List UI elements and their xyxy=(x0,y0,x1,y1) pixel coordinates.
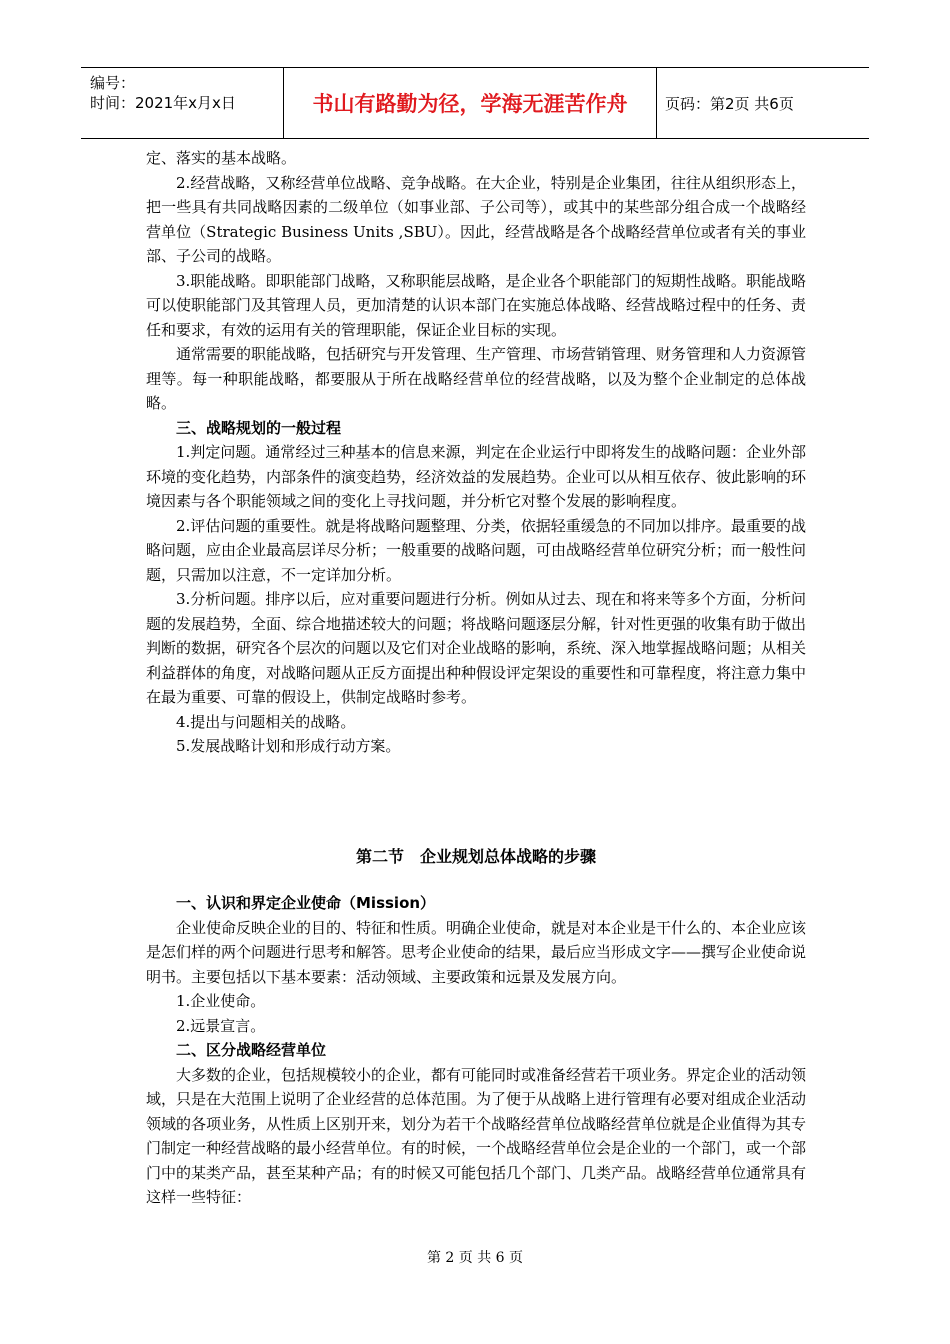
paragraph: 1.判定问题。通常经过三种基本的信息来源，判定在企业运行中即将发生的战略问题：企业外部环境的变化趋势，内部条件的演变趋势，经济效益的发展趋势。企业可以从相互依存、彼此影响的环境因素与各个职能领域之间的变化上寻找问题，并分析它对整个发展的影响程度。 xyxy=(146,443,807,510)
paragraph: 定、落实的基本战略。 xyxy=(146,149,297,167)
page-body-bottom xyxy=(146,891,806,1210)
list-item: 1.企业使命。 xyxy=(176,992,266,1010)
paragraph: 大多数的企业，包括规模较小的企业，都有可能同时或准备经营若干项业务。界定企业的活动领域，只是在大范围上说明了企业经营的总体范围。为了便于从战略上进行管理有必要对组成企业活动领域的各项业务，从性质上区别开来，划分为若干个战略经营单位战略经营单位就是企业值得为其专门制定一种经营战略的最小经营单位。有的时候，一个战略经营单位会是企业的一个部门，或一个部门中的某类产品，甚至某种产品；有的时候又可能包括几个部门、几类产品。战略经营单位通常具有这样一些特征： xyxy=(146,1065,807,1206)
paragraph: 2.评估问题的重要性。就是将战略问题整理、分类，依据轻重缓急的不同加以排序。最重要的战略问题，应由企业最高层详尽分析；一般重要的战略问题，可由战略经营单位研究分析；而一般性问题，只需加以注意，不一定详加分析。 xyxy=(146,516,807,584)
paragraph: 3.分析问题。排序以后，应对重要问题进行分析。例如从过去、现在和将来等多个方面，分析问题的发展趋势，全面、综合地描述较大的问题；将战略问题逐层分解，针对性更强的收集有助于做出判断的数据，研究各个层次的问题以及它们对企业战略的影响，系统、深入地掌握战略问题；从相关利益群体的角度，对战略问题从正反方面提出种种假设评定架设的重要性和可靠程度，将注意力集中在最为重要、可靠的假设上，供制定战略时参考。 xyxy=(146,590,807,706)
header-motto: 书山有路勤为径，学海无涯苦作舟 xyxy=(284,68,657,138)
section-heading: 二、区分战略经营单位 xyxy=(176,1041,327,1059)
paragraph: 2.经营战略，又称经营单位战略、竞争战略。在大企业，特别是企业集团，往往从组织形态上，把一些具有共同战略因素的二级单位（如事业部、子公司等），或其中的某些部分组合成一个战略经营单位（Strategic Business Units ,SBU）。因此，经营战略是各个战略经营单位或者有关的事业部、子公司的战略。 xyxy=(146,173,806,265)
chapter-section-title: 第二节 企业规划总体战略的步骤 xyxy=(355,847,596,866)
header-page-label: 页码：第2页 共6页 xyxy=(665,94,794,113)
section-heading: 三、战略规划的一般过程 xyxy=(176,418,342,437)
list-item: 5.发展战略计划和形成行动方案。 xyxy=(176,737,401,755)
doc-number-label: 编号： xyxy=(90,74,136,92)
document-header xyxy=(81,67,869,139)
list-item: 2.远景宣言。 xyxy=(176,1016,266,1035)
header-info-cell xyxy=(81,68,284,138)
date-label: 时间：2021年x月x日 xyxy=(90,94,236,112)
list-item: 4.提出与问题相关的战略。 xyxy=(176,712,356,731)
section-heading: 一、认识和界定企业使命（Mission） xyxy=(176,894,436,912)
paragraph: 通常需要的职能战略，包括研究与开发管理、生产管理、市场营销管理、财务管理和人力资源管理等。每一种职能战略，都要服从于所在战略经营单位的经营战略，以及为整个企业制定的总体战略。 xyxy=(146,345,807,412)
page-footer: 第 2 页 共 6 页 xyxy=(426,1250,524,1266)
paragraph: 企业使命反映企业的目的、特征和性质。明确企业使命，就是对本企业是干什么的、本企业应该是怎们样的两个问题进行思考和解答。思考企业使命的结果，最后应当形成文字——撰写企业使命说明书。主要包括以下基本要素：活动领域、主要政策和远景及发展方向。 xyxy=(146,918,807,986)
paragraph: 3.职能战略。即职能部门战略，又称职能层战略，是企业各个职能部门的短期性战略。职能战略可以使职能部门及其管理人员，更加清楚的认识本部门在实施总体战略、经营战略过程中的任务、责任和要求，有效的运用有关的管理职能，保证企业目标的实现。 xyxy=(146,271,807,339)
page-body-top xyxy=(146,146,806,759)
